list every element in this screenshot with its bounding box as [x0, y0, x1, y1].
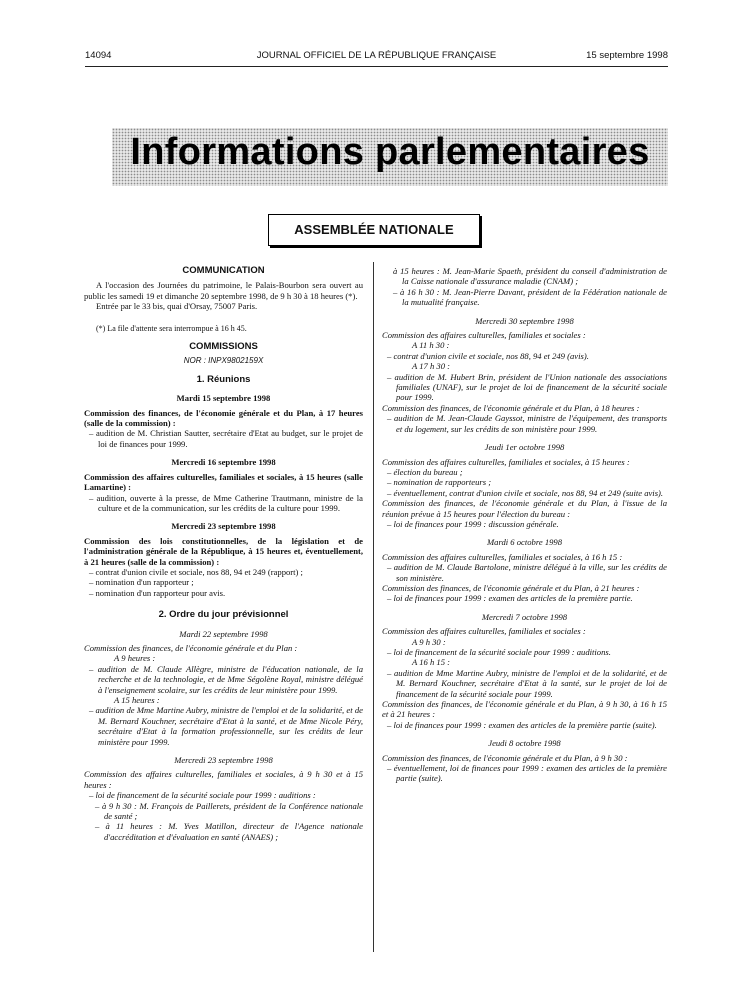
- date-heading: Mercredi 16 septembre 1998: [171, 457, 276, 468]
- agenda-item: – loi de financement de la sécurité sociale pour 1999 : auditions :: [89, 790, 316, 801]
- agenda-item: – élection du bureau ;: [387, 466, 463, 477]
- header-date: 15 septembre 1998: [586, 50, 668, 61]
- agenda-item: – audition de M. Claude Bartolone, ministre délégué à la ville, sur les crédits de son ministère.: [387, 562, 667, 583]
- date-heading: Jeudi 1er octobre 1998: [484, 442, 565, 453]
- time-label: A 9 heures :: [114, 653, 156, 664]
- time-label: A 11 h 30 :: [412, 340, 450, 351]
- running-header: [85, 50, 668, 64]
- commission-entry: Commission des affaires culturelles, familiales et sociales, à 15 heures (salle Lamartine) :: [84, 471, 363, 493]
- commission-entry: Commission des affaires culturelles, familiales et sociales :: [382, 330, 586, 341]
- commission-entry: Commission des affaires culturelles, familiales et sociales, à 16 h 15 :: [382, 551, 623, 562]
- section-reunions: 1. Réunions: [196, 373, 251, 385]
- commission-entry: Commission des finances, de l'économie générale et du Plan, à 18 heures :: [382, 402, 640, 413]
- commission-entry: Commission des finances, de l'économie générale et du Plan, à 17 heures (salle de la commission) :: [84, 407, 363, 429]
- time-label: A 17 h 30 :: [412, 361, 451, 372]
- commission-entry: Commission des affaires culturelles, familiales et sociales, à 15 heures :: [382, 456, 630, 467]
- page-number: 14094: [85, 50, 112, 61]
- agenda-item: – audition, ouverte à la presse, de Mme Catherine Trautmann, ministre de la culture et de la communication, sur les crédits de la culture pour 1999.: [89, 492, 363, 513]
- agenda-item: – audition de M. Claude Allègre, ministre de l'éducation nationale, de la recherche et de la technologie, et de Mme Ségolène Royal, ministre délégué à l'enseignement scolaire, sur les crédits de leur ministère pour 1999.: [89, 663, 363, 695]
- time-label: A 15 heures :: [114, 695, 160, 705]
- time-label: A 9 h 30 :: [412, 636, 446, 647]
- left-column: [84, 266, 363, 842]
- date-heading: Mardi 6 octobre 1998: [486, 537, 563, 548]
- agenda-item: – loi de finances pour 1999 : discussion générale.: [387, 518, 559, 529]
- agenda-item: – contrat d'union civile et sociale, nos 88, 94 et 249 (avis).: [387, 350, 589, 361]
- date-heading: Mercredi 23 septembre 1998: [171, 521, 276, 532]
- date-heading: Jeudi 8 octobre 1998: [488, 738, 561, 749]
- agenda-item: – loi de financement de la sécurité sociale pour 1999 : auditions.: [387, 647, 611, 657]
- agenda-item: – nomination de rapporteurs ;: [387, 477, 492, 488]
- commissions-heading: COMMISSIONS: [189, 341, 258, 353]
- column-separator: [373, 262, 374, 952]
- agenda-item: – éventuellement, loi de finances pour 1999 : examen des articles de la première partie (suite).: [387, 763, 667, 784]
- commission-entry: Commission des finances, de l'économie générale et du Plan, à 9 h 30 :: [382, 752, 628, 763]
- right-column: [382, 266, 667, 784]
- banner-title: Informations parlementaires: [130, 131, 650, 173]
- agenda-item: – nomination d'un rapporteur ;: [89, 577, 194, 588]
- time-label: A 16 h 15 :: [412, 657, 451, 668]
- commission-entry: Commission des finances, de l'économie générale et du Plan, à 9 h 30, à 16 h 15 et à 21 heures :: [382, 699, 667, 720]
- communication-address: Entrée par le 33 bis, quai d'Orsay, 75007 Paris.: [96, 301, 258, 312]
- agenda-item: – loi de finances pour 1999 : examen des articles de la première partie.: [387, 593, 633, 604]
- date-heading: Mardi 15 septembre 1998: [176, 393, 271, 404]
- nor-reference: NOR : INPX9802159X: [183, 356, 264, 366]
- agenda-item: – éventuellement, contrat d'union civile et sociale, nos 88, 94 et 249 (suite avis).: [387, 487, 664, 498]
- commission-entry: Commission des lois constitutionnelles, de la législation et de l'administration générale de la République, à 15 heures et, éventuellement, à 21 heures (salle de la commission) :: [84, 535, 363, 567]
- agenda-item: – contrat d'union civile et sociale, nos 88, 94 et 249 (rapport) ;: [89, 566, 303, 577]
- agenda-item: – audition de M. Jean-Claude Gayssot, ministre de l'équipement, des transports et du logement, sur les crédits de son ministère pour 1999.: [387, 413, 667, 434]
- agenda-subitem: – à 11 heures : M. Yves Matillon, directeur de l'Agence nationale d'accréditation et d'évaluation en santé (ANAES) ;: [95, 821, 363, 842]
- journal-title: JOURNAL OFFICIEL DE LA RÉPUBLIQUE FRANÇAISE: [256, 50, 497, 61]
- date-heading: Mercredi 30 septembre 1998: [475, 315, 574, 326]
- communication-heading: COMMUNICATION: [182, 265, 265, 276]
- assembly-name: ASSEMBLÉE NATIONALE: [294, 222, 454, 237]
- date-heading: Mardi 22 septembre 1998: [179, 628, 268, 639]
- commission-entry: Commission des finances, de l'économie générale et du Plan :: [84, 642, 298, 653]
- agenda-subitem: – à 9 h 30 : M. François de Paillerets, président de la Conférence nationale de santé ;: [95, 800, 363, 822]
- agenda-subitem: à 15 heures : M. Jean-Marie Spaeth, président du conseil d'administration de la Caisse nationale d'assurance maladie (CNAM) ;: [393, 266, 667, 287]
- commission-entry: Commission des affaires culturelles, familiales et sociales :: [382, 626, 586, 637]
- commission-entry: Commission des finances, de l'économie générale et du Plan, à l'issue de la réunion prévue à 15 heures pour l'élection du bureau :: [382, 498, 667, 519]
- header-rule: [85, 66, 668, 67]
- agenda-item: – audition de Mme Martine Aubry, ministre de l'emploi et de la solidarité, et de M. Bernard Kouchner, secrétaire d'Etat à la santé, sur le projet de loi de financement de la sécurité sociale pour 1999.: [387, 667, 667, 699]
- section-ordre-du-jour: 2. Ordre du jour prévisionnel: [158, 609, 289, 621]
- footnote: (*) La file d'attente sera interrompue à 16 h 45.: [96, 323, 247, 333]
- date-heading: Mercredi 23 septembre 1998: [174, 755, 273, 766]
- assembly-box: [268, 214, 480, 246]
- agenda-item: – audition de Mme Martine Aubry, ministre de l'emploi et de la solidarité, et de M. Bernard Kouchner, secrétaire d'Etat à la santé, et de Mme Nicole Péry, secrétaire d'Etat à la formation professionnelle, sur les crédits de leur ministère pour 1999.: [89, 705, 363, 747]
- commission-entry: Commission des affaires culturelles, familiales et sociales, à 9 h 30 et à 15 heures :: [84, 769, 363, 790]
- agenda-item: – audition de M. Christian Sautter, secrétaire d'Etat au budget, sur le projet de loi de finances pour 1999.: [89, 428, 363, 449]
- agenda-subitem: – à 16 h 30 : M. Jean-Pierre Davant, président de la Fédération nationale de la mutualité française.: [393, 286, 667, 308]
- date-heading: Mercredi 7 octobre 1998: [481, 611, 568, 622]
- communication-paragraph: A l'occasion des Journées du patrimoine, le Palais-Bourbon sera ouvert au public les samedi 19 et dimanche 20 septembre 1998, de 9 h 30 à 18 heures (*).: [84, 280, 363, 301]
- agenda-item: – audition de M. Hubert Brin, président de l'Union nationale des associations familiales (UNAF), sur le projet de loi de financement de la sécurité sociale pour 1999.: [387, 371, 667, 403]
- agenda-item: – loi de finances pour 1999 : examen des articles de la première partie (suite).: [387, 719, 657, 730]
- agenda-item: – nomination d'un rapporteur pour avis.: [89, 587, 226, 598]
- commission-entry: Commission des finances, de l'économie générale et du Plan, à 21 heures :: [382, 582, 640, 593]
